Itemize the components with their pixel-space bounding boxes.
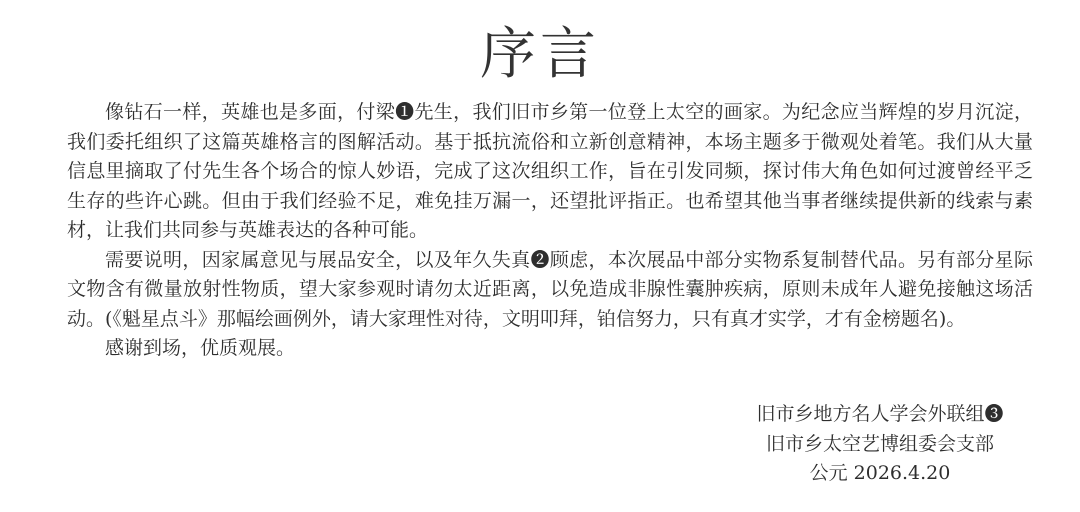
preface-body — [67, 98, 1033, 364]
page-title: 序言 — [480, 22, 600, 87]
signature-date: 公元 2026.4.20 — [809, 462, 951, 484]
paragraph-notice: 需要说明，因家属意见与展品安全，以及年久失真❷顾虑，本次展品中部分实物系复制替代品。另有部分星际文物含有微量放射性物质，望大家参观时请勿太近距离，以免造成非腺性囊肿疾病，原则未成年人避免接触这场活动。(《魁星点斗》那幅绘画例外，请大家理性对待，文明叩拜，铂信努力，只有真才实学，才有金榜题名)。 — [67, 248, 1033, 330]
paragraph-intro: 像钻石一样，英雄也是多面，付梁❶先生，我们旧市乡第一位登上太空的画家。为纪念应当辉煌的岁月沉淀，我们委托组织了这篇英雄格言的图解活动。基于抵抗流俗和立新创意精神，本场主题多于微观处着笔。我们从大量信息里摘取了付先生各个场合的惊人妙语，完成了这次组织工作，旨在引发同频，探讨伟大角色如何过渡曾经平乏生存的些许心跳。但由于我们经验不足，难免挂万漏一，还望批评指正。也希望其他当事者继续提供新的线索与素材，让我们共同参与英雄表达的各种可能。 — [67, 101, 1033, 241]
signature-org-1: 旧市乡地方名人学会外联组❸ — [756, 403, 1004, 425]
paragraph-thanks: 感谢到场，优质观展。 — [105, 337, 296, 359]
signature-org-2: 旧市乡太空艺博组委会支部 — [765, 432, 994, 455]
signature-block — [735, 400, 1025, 489]
